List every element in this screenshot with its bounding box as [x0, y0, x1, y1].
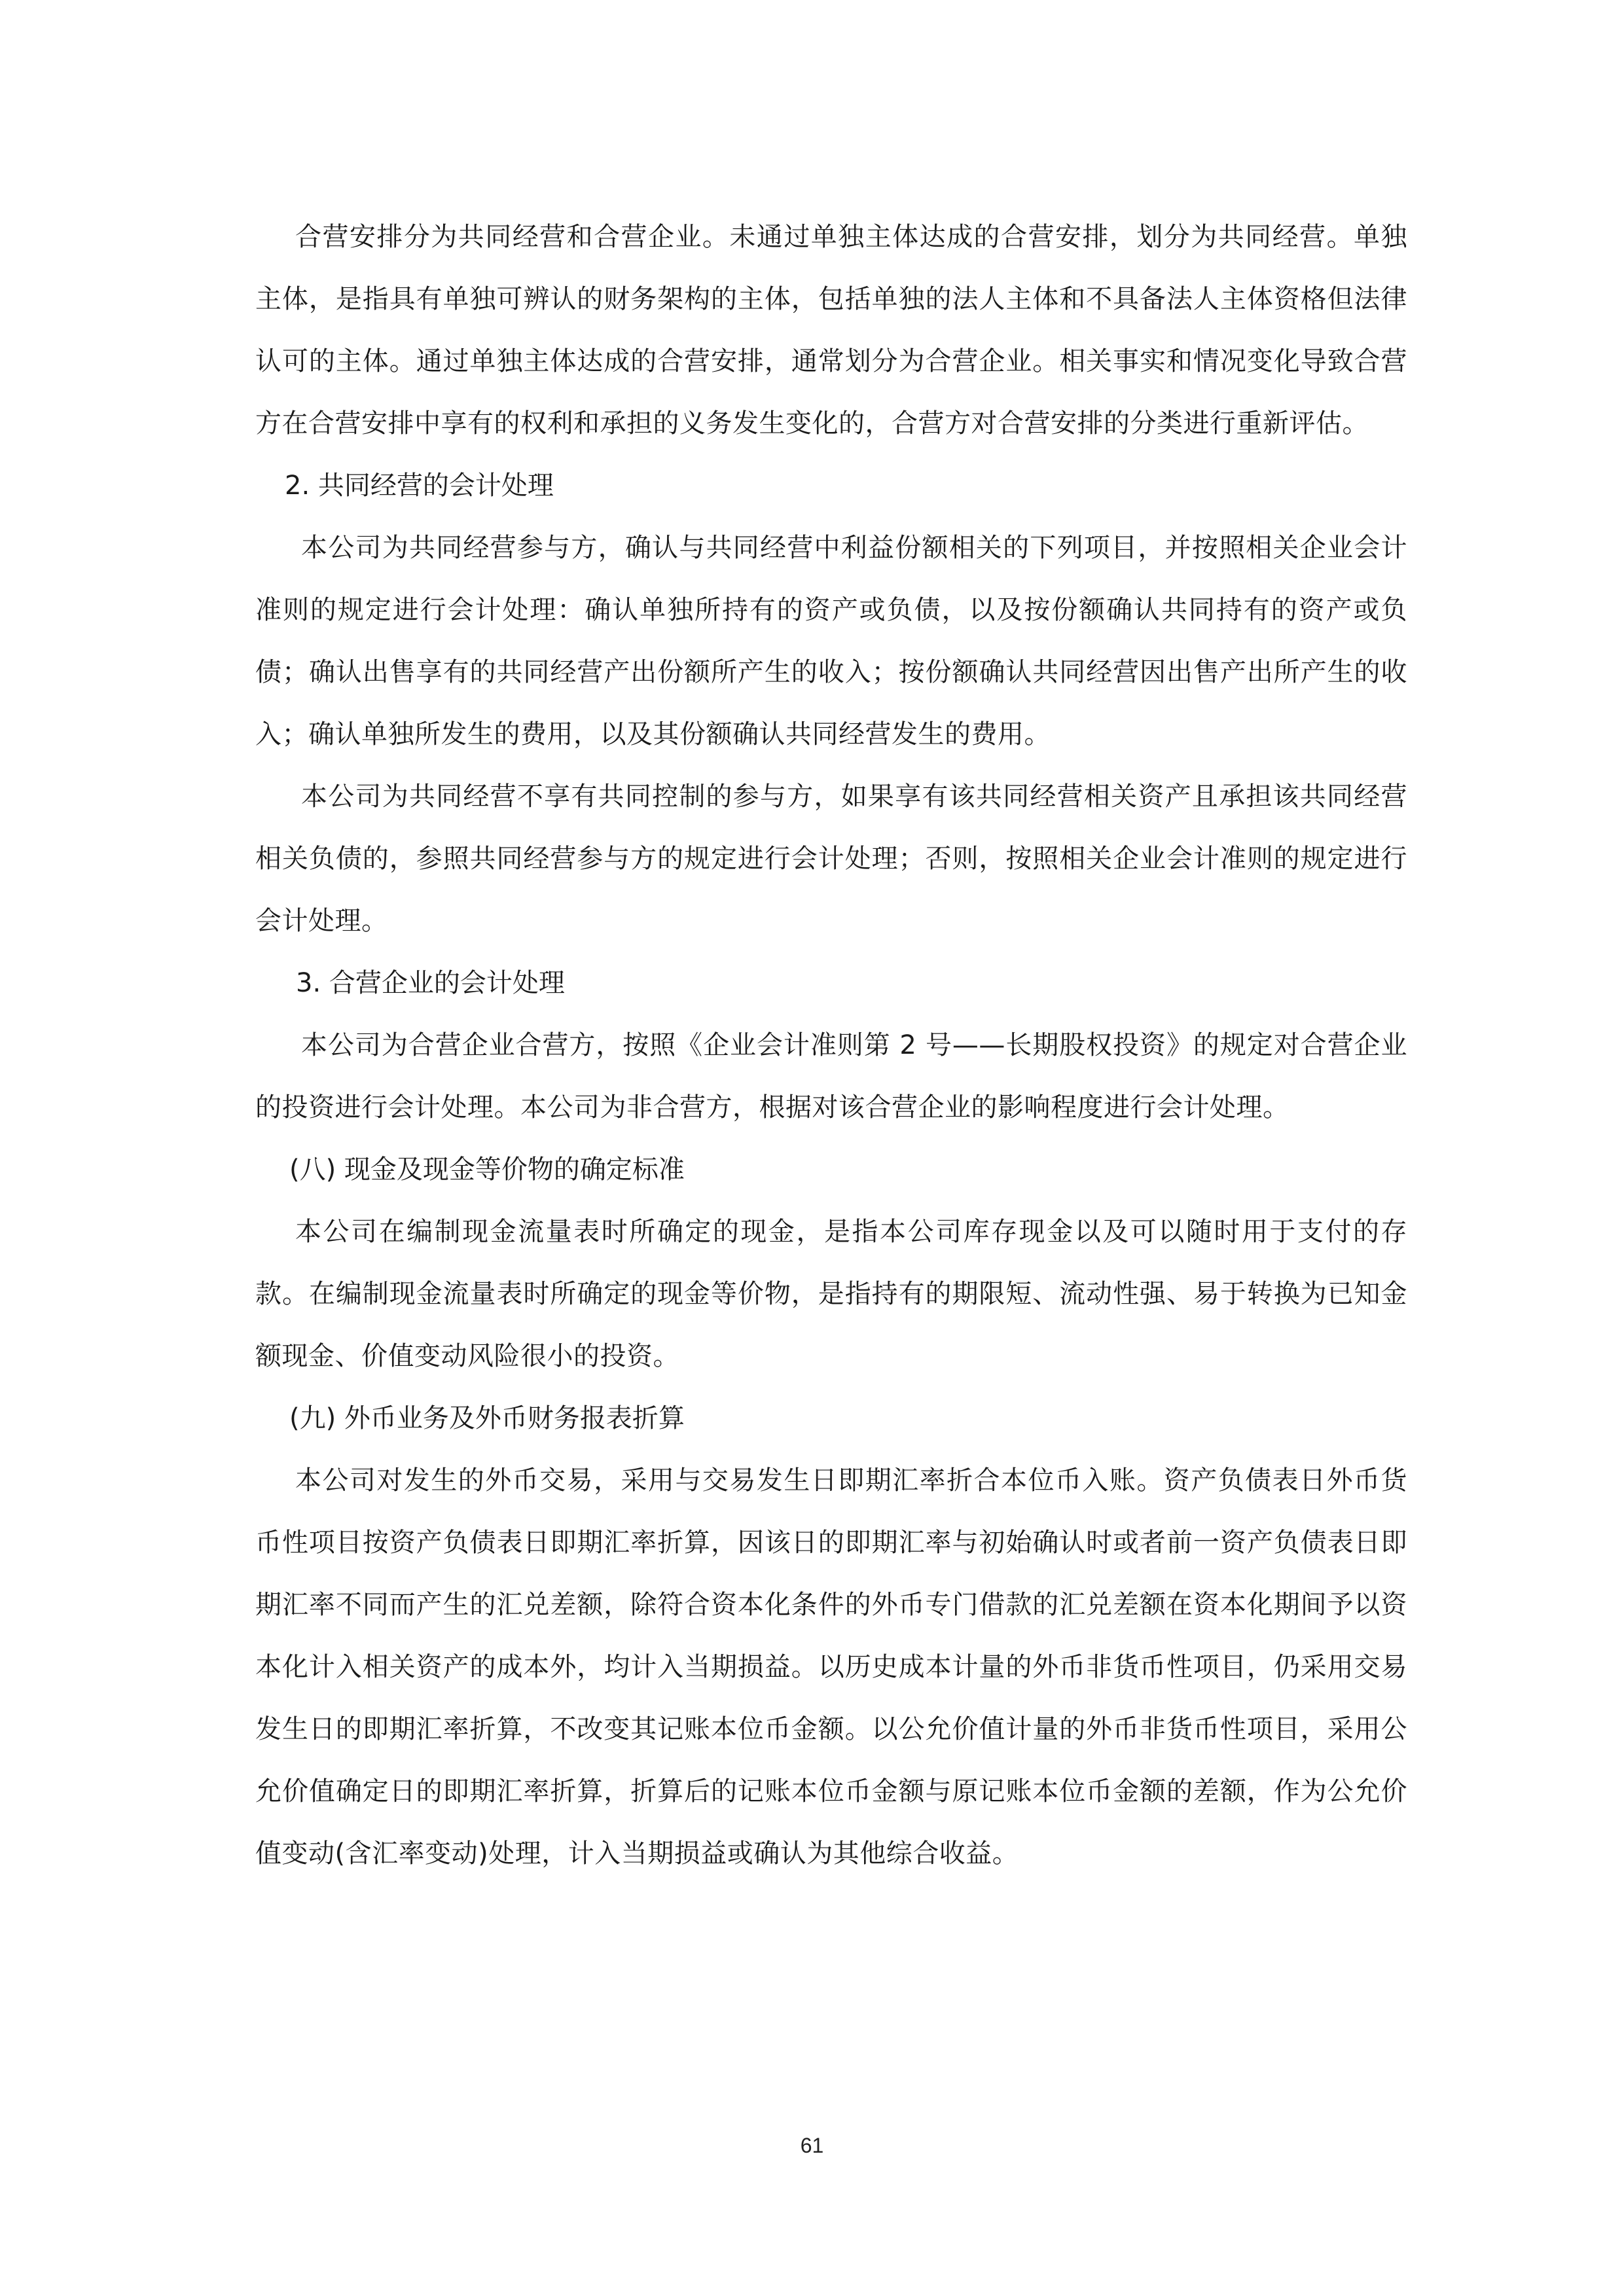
heading-joint-operation-accounting: 2. 共同经营的会计处理 — [285, 471, 554, 501]
paragraph-non-controlling-participant: 本公司为共同经营不享有共同控制的参与方，如果享有该共同经营相关资产且承担该共同经营相关负债的，参照共同经营参与方的规定进行会计处理；否则，按照相关企业会计准则的规定进行会计处理。 — [255, 781, 1407, 936]
paragraph-joint-arrangement-classification: 合营安排分为共同经营和合营企业。未通过单独主体达成的合营安排，划分为共同经营。单独主体，是指具有单独可辨认的财务架构的主体，包括单独的法人主体和不具备法人主体资格但法律认可的主体。通过单独主体达成的合营安排，通常划分为合营企业。相关事实和情况变化导致合营方在合营安排中享有的权利和承担的义务发生变化的，合营方对合营安排的分类进行重新评估。 — [255, 222, 1407, 439]
paragraph-joint-venture-investment: 本公司为合营企业合营方，按照《企业会计准则第 2 号——长期股权投资》的规定对合营企业的投资进行会计处理。本公司为非合营方，根据对该合营企业的影响程度进行会计处理。 — [255, 1030, 1407, 1122]
page-number: 61 — [800, 2134, 824, 2157]
paragraph-joint-operation-participant: 本公司为共同经营参与方，确认与共同经营中利益份额相关的下列项目，并按照相关企业会计准则的规定进行会计处理：确认单独所持有的资产或负债，以及按份额确认共同持有的资产或负债；确认出售享有的共同经营产出份额所产生的收入；按份额确认共同经营因出售产出所产生的收入；确认单独所发生的费用，以及其份额确认共同经营发生的费用。 — [255, 533, 1407, 749]
document-body — [255, 206, 1407, 1885]
paragraph-foreign-currency: 本公司对发生的外币交易，采用与交易发生日即期汇率折合本位币入账。资产负债表日外币货币性项目按资产负债表日即期汇率折算，因该日的即期汇率与初始确认时或者前一资产负债表日即期汇率不同而产生的汇兑差额，除符合资本化条件的外币专门借款的汇兑差额在资本化期间予以资本化计入相关资产的成本外，均计入当期损益。以历史成本计量的外币非货币性项目，仍采用交易发生日的即期汇率折算，不改变其记账本位币金额。以公允价值计量的外币非货币性项目，采用公允价值确定日的即期汇率折算，折算后的记账本位币金额与原记账本位币金额的差额，作为公允价值变动(含汇率变动)处理，计入当期损益或确认为其他综合收益。 — [255, 1465, 1407, 1869]
heading-foreign-currency: (九) 外币业务及外币财务报表折算 — [289, 1403, 685, 1433]
paragraph-cash-equivalents: 本公司在编制现金流量表时所确定的现金，是指本公司库存现金以及可以随时用于支付的存款。在编制现金流量表时所确定的现金等价物，是指持有的期限短、流动性强、易于转换为已知金额现金、价值变动风险很小的投资。 — [255, 1217, 1407, 1371]
heading-cash-equivalents: (八) 现金及现金等价物的确定标准 — [289, 1155, 685, 1185]
heading-joint-venture-accounting: 3. 合营企业的会计处理 — [296, 968, 565, 998]
